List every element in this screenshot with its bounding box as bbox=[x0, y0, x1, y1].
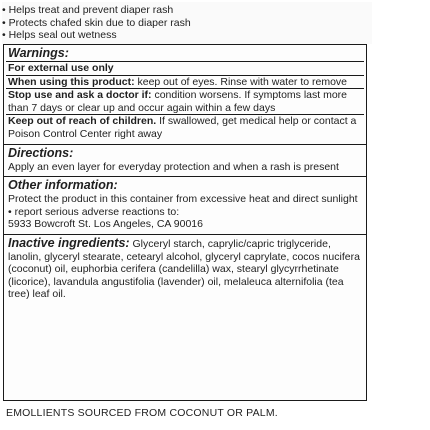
inactive-ingredients bbox=[4, 235, 366, 303]
emollients-note: EMOLLIENTS SOURCED FROM COCONUT OR PALM. bbox=[6, 407, 278, 419]
keep-out-lead: Keep out of reach of children. bbox=[8, 115, 157, 128]
external-use-line: For external use only bbox=[8, 62, 114, 74]
other-info-text: Protect the product in this container from excessive heat and direct sunlight • report serious adverse reactions to: bbox=[8, 193, 358, 218]
when-using-text bbox=[4, 76, 366, 89]
drug-facts-panel bbox=[3, 44, 367, 401]
inactive-heading: Inactive ingredients: bbox=[8, 235, 130, 250]
stop-use-text bbox=[4, 89, 366, 114]
directions-heading: Directions: bbox=[8, 145, 74, 160]
use-item: • Helps treat and prevent diaper rash bbox=[2, 4, 174, 16]
uses-list bbox=[2, 2, 372, 44]
when-using-body: keep out of eyes. Rinse with water to remove bbox=[134, 75, 348, 88]
inactive-text: Glyceryl starch, caprylic/capric triglyceride, lanolin, glyceryl stearate, cetearyl alcohol, glyceryl caprylate, cocos nucifera (coconut) oil, euphorbia cerifera (candelilla) wax, stearyl glycyrrhetinate (licorice), lavandula angustifolia (lavender) oil, melaleuca alternifolia (tea tree) leaf oil. bbox=[8, 237, 360, 301]
use-item: • Protects chafed skin due to diaper rash bbox=[2, 16, 191, 29]
stop-use-body: condition worsens. If symptoms last more than 7 days or clear up and occur again within a few days bbox=[8, 89, 348, 114]
keep-out-text bbox=[4, 115, 366, 140]
keep-out-body: If swallowed, get medical help or contact a Poison Control Center right away bbox=[8, 115, 357, 140]
use-item: • Helps seal out wetness bbox=[2, 29, 117, 41]
when-using-lead: When using this product: bbox=[8, 75, 135, 88]
stop-use-lead: Stop use and ask a doctor if: bbox=[8, 89, 152, 102]
other-info-heading: Other information: bbox=[8, 178, 118, 193]
other-info-address: 5933 Bowcroft St. Los Angeles, CA 90016 bbox=[8, 218, 203, 231]
warnings-heading: Warnings: bbox=[8, 46, 69, 60]
directions-text: Apply an even layer for everyday protection and when a rash is present bbox=[8, 160, 339, 173]
